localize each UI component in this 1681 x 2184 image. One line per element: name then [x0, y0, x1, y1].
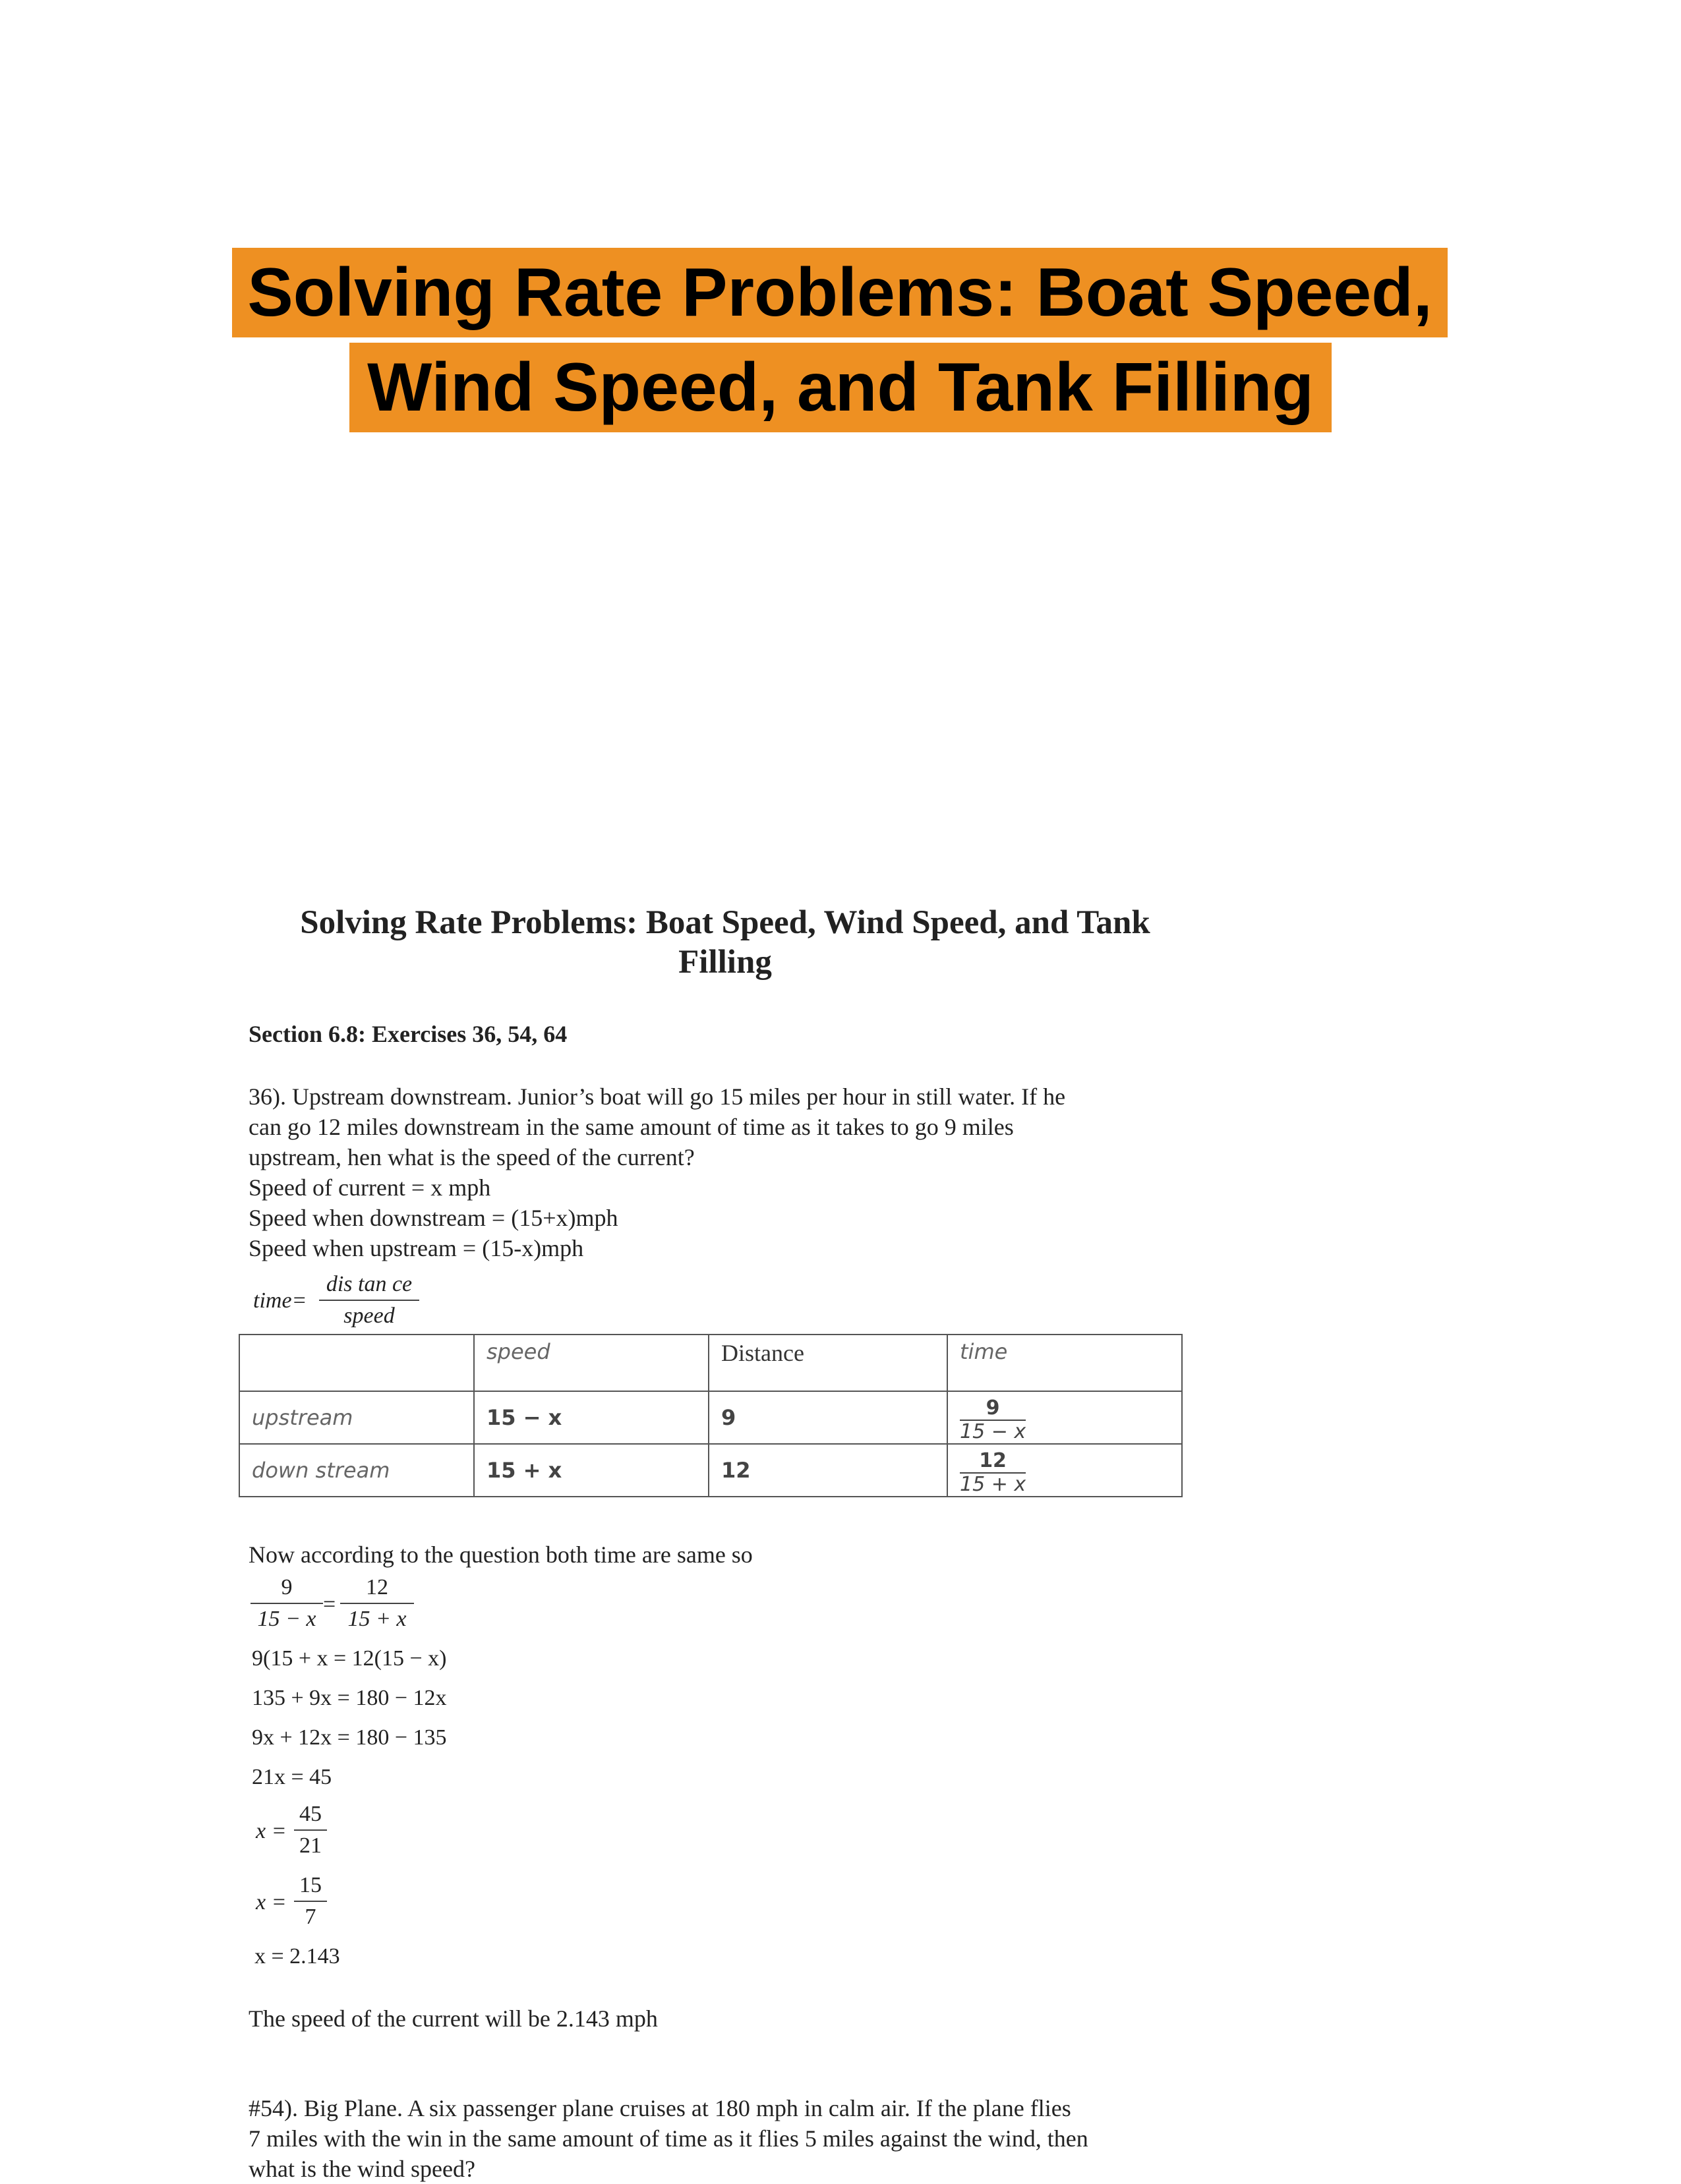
- rate-table: [239, 1334, 1183, 1497]
- solution-step-2: 135 + 9x = 180 − 12x: [252, 1686, 447, 1710]
- table-header-cell: Distance: [709, 1335, 947, 1391]
- problem-54-line-2: 7 miles with the win in the same amount of time as it flies 5 miles against the wind, then: [249, 2125, 1088, 2152]
- time-fraction-denominator: 15 + x: [960, 1472, 1026, 1496]
- equation-left-numerator: 9: [281, 1575, 293, 1599]
- x-fraction-2: [294, 1870, 327, 1932]
- table-cell-distance: 9: [709, 1391, 947, 1444]
- solution-conclusion: The speed of the current will be 2.143 mph: [249, 2005, 658, 2032]
- problem-36-line-2: can go 12 miles downstream in the same amount of time as it takes to go 9 miles: [249, 1114, 1014, 1140]
- speed-upstream: Speed when upstream = (15-x)mph: [249, 1235, 584, 1261]
- table-row: [239, 1391, 1182, 1444]
- table-cell-time: [947, 1444, 1182, 1497]
- table-cell-label: down stream: [239, 1444, 474, 1497]
- table-row: [239, 1444, 1182, 1497]
- table-cell-label: upstream: [239, 1391, 474, 1444]
- table-cell-speed: 15 − x: [474, 1391, 709, 1444]
- table-cell-distance: 12: [709, 1444, 947, 1497]
- table-cell-time: [947, 1391, 1182, 1444]
- table-header-row: [239, 1335, 1182, 1391]
- section-heading: Section 6.8: Exercises 36, 54, 64: [249, 1021, 568, 1047]
- speed-of-current: Speed of current = x mph: [249, 1174, 491, 1201]
- table-header-cell: time: [947, 1335, 1182, 1391]
- time-fraction-denominator: 15 − x: [960, 1420, 1026, 1443]
- x-fraction-2-denominator: 7: [305, 1905, 316, 1929]
- time-formula-numerator: dis tan ce: [326, 1272, 413, 1296]
- x-equals-label-2: x =: [256, 1890, 287, 1914]
- time-formula-denominator: speed: [343, 1304, 395, 1328]
- table-header-cell: [239, 1335, 474, 1391]
- equation-right-fraction: [340, 1572, 414, 1634]
- time-formula-label: time=: [253, 1288, 307, 1313]
- problem-54-line-1: #54). Big Plane. A six passenger plane cruises at 180 mph in calm air. If the plane flies: [249, 2095, 1071, 2121]
- table-cell-speed: 15 + x: [474, 1444, 709, 1497]
- document-title-line-2: Filling: [678, 944, 772, 981]
- time-fraction-numerator: 9: [986, 1396, 1000, 1420]
- banner-title-line-2: Wind Speed, and Tank Filling: [349, 343, 1332, 432]
- solution-intro: Now according to the question both time are same so: [249, 1541, 753, 1568]
- equation-left-fraction: [251, 1572, 323, 1634]
- equation-right-denominator: 15 + x: [347, 1607, 407, 1631]
- document-title: [232, 903, 1218, 982]
- x-fraction-1-denominator: 21: [299, 1833, 322, 1858]
- x-equals-label-1: x =: [256, 1819, 287, 1843]
- time-fraction: [960, 1397, 1026, 1443]
- solution-step-4: 21x = 45: [252, 1765, 332, 1789]
- equation-right-numerator: 12: [366, 1575, 388, 1599]
- speed-downstream: Speed when downstream = (15+x)mph: [249, 1205, 618, 1231]
- time-formula-fraction: [319, 1269, 419, 1331]
- problem-54-line-3: what is the wind speed?: [249, 2156, 475, 2182]
- solution-step-3: 9x + 12x = 180 − 135: [252, 1725, 447, 1750]
- time-fraction: [960, 1450, 1026, 1496]
- time-fraction-numerator: 12: [979, 1449, 1007, 1472]
- solution-step-1: 9(15 + x = 12(15 − x): [252, 1646, 447, 1671]
- equation-equals: =: [323, 1592, 336, 1617]
- document-title-line-1: Solving Rate Problems: Boat Speed, Wind Speed, and Tank: [300, 904, 1150, 941]
- table-header-cell: speed: [474, 1335, 709, 1391]
- x-fraction-2-numerator: 15: [299, 1873, 322, 1897]
- solution-result: x = 2.143: [254, 1944, 340, 1968]
- equation-left-denominator: 15 − x: [257, 1607, 316, 1631]
- banner-title-line-1: Solving Rate Problems: Boat Speed,: [232, 248, 1448, 337]
- x-fraction-1-numerator: 45: [299, 1802, 322, 1826]
- problem-36-line-3: upstream, hen what is the speed of the current?: [249, 1144, 695, 1170]
- x-fraction-1: [294, 1799, 327, 1861]
- problem-36-line-1: 36). Upstream downstream. Junior’s boat will go 15 miles per hour in still water. If he: [249, 1083, 1066, 1110]
